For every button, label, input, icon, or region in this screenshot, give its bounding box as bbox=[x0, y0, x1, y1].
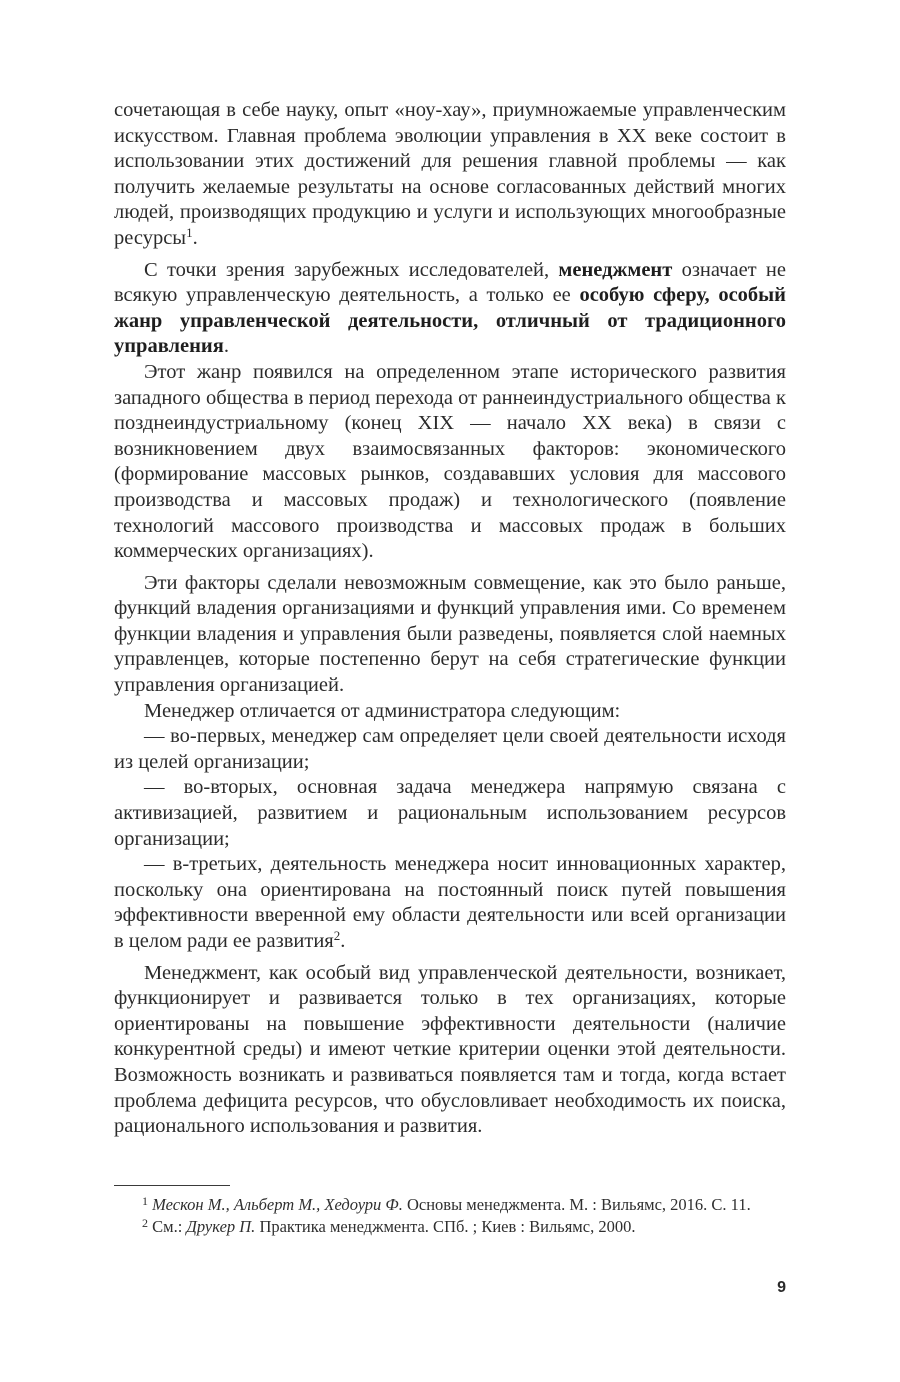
paragraph-4: Эти факторы сделали невозможным совмещение, как это было раньше, функций владения организациями и функций управления ими. Со временем функции владения и управления были разведены, появляется слой наемных управленцев, которые постепенно берут на себя стратегические функции управления организацией. bbox=[114, 571, 786, 697]
paragraph-1 bbox=[114, 98, 786, 252]
paragraph-5: Менеджер отличается от администратора следующим: bbox=[144, 699, 621, 722]
footnote-divider bbox=[114, 1185, 230, 1186]
paragraph-2-text-a: С точки зрения зарубежных исследователей, bbox=[144, 258, 559, 281]
paragraph-2 bbox=[114, 258, 786, 360]
footnote-1-number: 1 bbox=[142, 1194, 148, 1208]
footnote-2-text: Практика менеджмента. СПб. ; Киев : Вильямс, 2000. bbox=[255, 1217, 636, 1236]
list-item-3-text: — в-третьих, деятельность менеджера носит инновационных характер, поскольку она ориентирована на постоянный поиск путей повышения эффективности вверенной ему области деятельности или всей организации в целом ради ее развития bbox=[114, 853, 786, 952]
footnote-2-prefix: См.: bbox=[148, 1217, 187, 1236]
footnote-1-text: Основы менеджмента. М. : Вильямс, 2016. С. 11. bbox=[402, 1195, 751, 1214]
footnote-1 bbox=[114, 1194, 786, 1216]
paragraph-2-end: . bbox=[223, 335, 229, 358]
paragraph-6: Менеджмент, как особый вид управленческой деятельности, возникает, функционирует и развивается только в тех организациях, которые ориентированы на повышение эффективности деятельности (наличие конкурентной среды) и имеют четкие критерии оценки этой деятельности. Возможность возникать и развиваться появляется там и тогда, когда встает проблема дефицита ресурсов, что обусловливает необходимость их поиска, рационального использования и развития. bbox=[114, 961, 786, 1138]
footnotes bbox=[114, 1194, 786, 1238]
footnote-2-authors: Друкер П. bbox=[186, 1217, 256, 1236]
page-number: 9 bbox=[777, 1279, 786, 1296]
page-body bbox=[114, 98, 786, 1140]
footnote-1-authors: Мескон М., Альберт М., Хедоури Ф. bbox=[152, 1195, 403, 1214]
footnote-2 bbox=[114, 1216, 786, 1238]
paragraph-3: Этот жанр появился на определенном этапе исторического развития западного общества в период перехода от раннеиндустриального общества к позднеиндустриальному (конец XIX — начало XX века) в связи с возникновением двух взаимосвязанных факторов: экономического (формирование массовых рынков, создававших условия для массового производства и массовых продаж) и технологического (появление технологий массового производства и массовых продаж в больших коммерческих организациях). bbox=[114, 360, 786, 563]
list-item-1: — во-первых, менеджер сам определяет цели своей деятельности исходя из целей организации; bbox=[114, 725, 786, 773]
bold-term-special-sphere: особую сферу, особый жанр управленческой деятельности, отличный от традиционного управления bbox=[114, 284, 786, 358]
footnote-ref-2[interactable]: 2 bbox=[333, 928, 341, 943]
bold-term-management: менеджмент bbox=[558, 258, 673, 281]
footnote-2-number: 2 bbox=[142, 1216, 148, 1230]
list-item-2: — во-вторых, основная задача менеджера напрямую связана с активизацией, развитием и рациональным использованием ресурсов организации; bbox=[114, 776, 786, 850]
list-item-3-end: . bbox=[340, 930, 346, 952]
paragraph-1-end: . bbox=[192, 226, 198, 249]
list-item-3 bbox=[114, 852, 786, 954]
paragraph-1-text: сочетающая в себе науку, опыт «ноу-хау», приумножаемые управленческим искусством. Главная проблема эволюции управления в XX веке состоит в использовании этих достижений для решения главной проблемы — как получить желаемые результаты на основе согласованных действий многих людей, производящих продукцию и услуги и использующих многообразные ресурсы bbox=[114, 99, 786, 249]
footnote-ref-1[interactable]: 1 bbox=[186, 224, 193, 240]
paragraph-2-text-c: означает не всякую управленческую деятельность, а только ее bbox=[114, 258, 786, 307]
